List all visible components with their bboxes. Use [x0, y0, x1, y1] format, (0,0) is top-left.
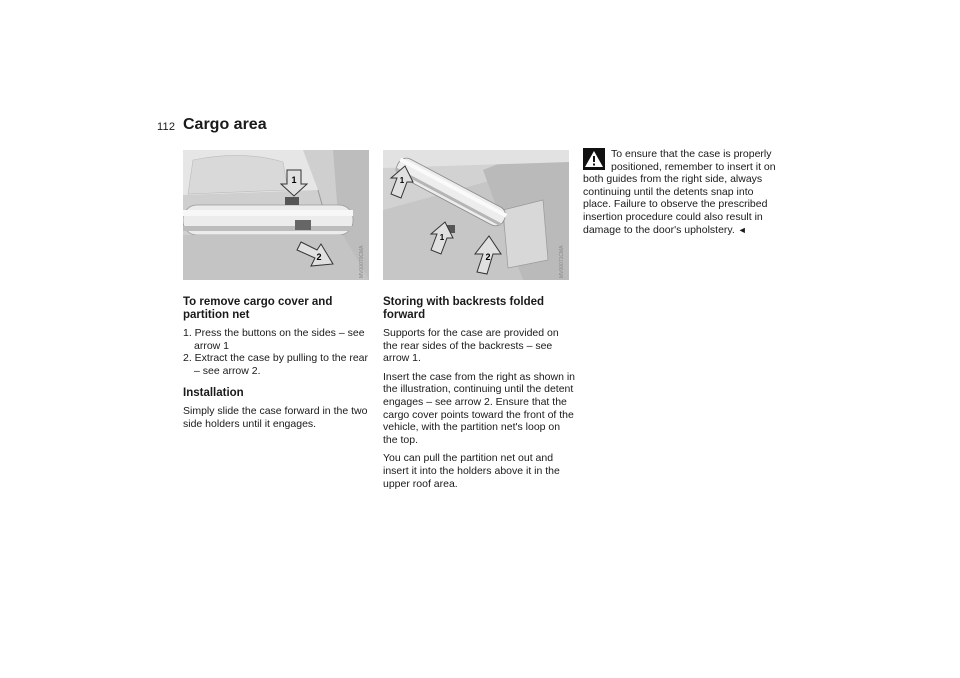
figure-cargo-cover-removal [183, 150, 369, 280]
svg-text:1: 1 [291, 175, 297, 185]
remove-steps [183, 327, 375, 377]
column-right [583, 148, 779, 236]
storing-heading: Storing with backrests folded forward [383, 296, 545, 321]
column-middle [383, 296, 575, 496]
end-mark: ◄ [737, 224, 747, 235]
column-left [183, 296, 375, 437]
installation-heading: Installation [183, 387, 244, 400]
svg-text:1: 1 [399, 176, 405, 185]
warning-triangle-icon [583, 148, 605, 170]
warning-text: To ensure that the case is properly positioned, remember to insert it on both guides from the right side, always continuing until the detents snap into place. Failure to observe the prescribed insertion procedure could also result in damage to the door's upholstery. [583, 148, 776, 236]
installation-text: Simply slide the case forward in the two side holders until it engages. [183, 405, 368, 430]
figure-code: MV00070CMA [359, 245, 365, 278]
storing-paragraph: Supports for the case are provided on the rear sides of the backrests – see arrow 1. [383, 327, 559, 365]
storing-paragraph: Insert the case from the right as shown in the illustration, continuing until the detent engages – see arrow 2. Ensure that the cargo cover points toward the front of the vehicle, with the partition net's loop on the top. [383, 370, 576, 446]
warning-note [583, 148, 779, 236]
svg-text:1: 1 [439, 233, 445, 242]
svg-text:2: 2 [485, 252, 491, 262]
cargo-cover-illustration [183, 150, 369, 280]
svg-text:2: 2 [316, 252, 322, 262]
remove-heading: To remove cargo cover and partition net [183, 296, 333, 321]
list-item: 2. Extract the case by pulling to the rear – see arrow 2. [183, 352, 369, 377]
list-item: 1. Press the buttons on the sides – see arrow 1 [183, 327, 365, 352]
storing-illustration [383, 150, 569, 280]
page-title: Cargo area [183, 116, 267, 133]
storing-paragraph: You can pull the partition net out and insert it into the holders above it in the upper roof area. [383, 452, 560, 490]
figure-storing-backrests [383, 150, 569, 280]
figure-code: MV00071CMA [559, 245, 565, 278]
page-number: 112 [157, 121, 176, 133]
